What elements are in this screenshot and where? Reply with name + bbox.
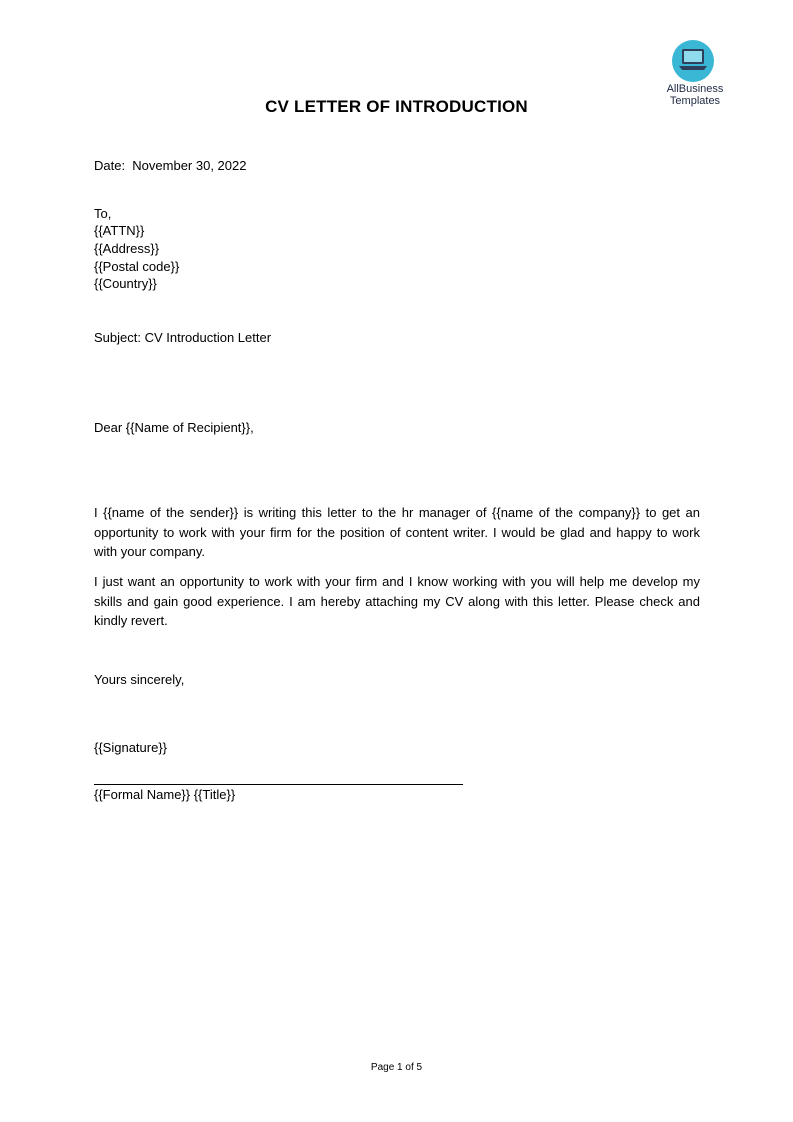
document-title: CV LETTER OF INTRODUCTION	[265, 97, 528, 116]
signature-line	[94, 784, 463, 785]
logo-badge	[672, 40, 714, 82]
body-paragraph-1: I {{name of the sender}} is writing this letter to the hr manager of {{name of the company}} to get an opportunity to work with your firm for the position of content writer. I would be glad and happy to work with your company.	[94, 505, 700, 559]
laptop-icon	[678, 48, 708, 72]
logo-line-1: AllBusiness	[666, 83, 724, 95]
letter-salutation: Dear {{Name of Recipient}},	[94, 420, 254, 435]
recipient-postal-code: {{Postal code}}	[94, 259, 180, 274]
formal-name-title: {{Formal Name}} {{Title}}	[94, 787, 236, 802]
recipient-to: To,	[94, 206, 112, 221]
recipient-address: {{Address}}	[94, 241, 160, 256]
letter-date: Date: November 30, 2022	[94, 158, 247, 173]
recipient-country: {{Country}}	[94, 276, 157, 291]
letter-closing: Yours sincerely,	[94, 672, 185, 687]
page-number: Page 1 of 5	[370, 1062, 423, 1073]
letter-subject: Subject: CV Introduction Letter	[94, 330, 272, 345]
logo-line-2: Templates	[669, 95, 721, 107]
signature-placeholder: {{Signature}}	[94, 740, 168, 755]
recipient-attn: {{ATTN}}	[94, 223, 145, 238]
body-paragraph-2: I just want an opportunity to work with your firm and I know working with you will help me develop my skills and gain good experience. I am hereby attaching my CV along with this letter. Please check and kindly revert.	[94, 574, 700, 628]
